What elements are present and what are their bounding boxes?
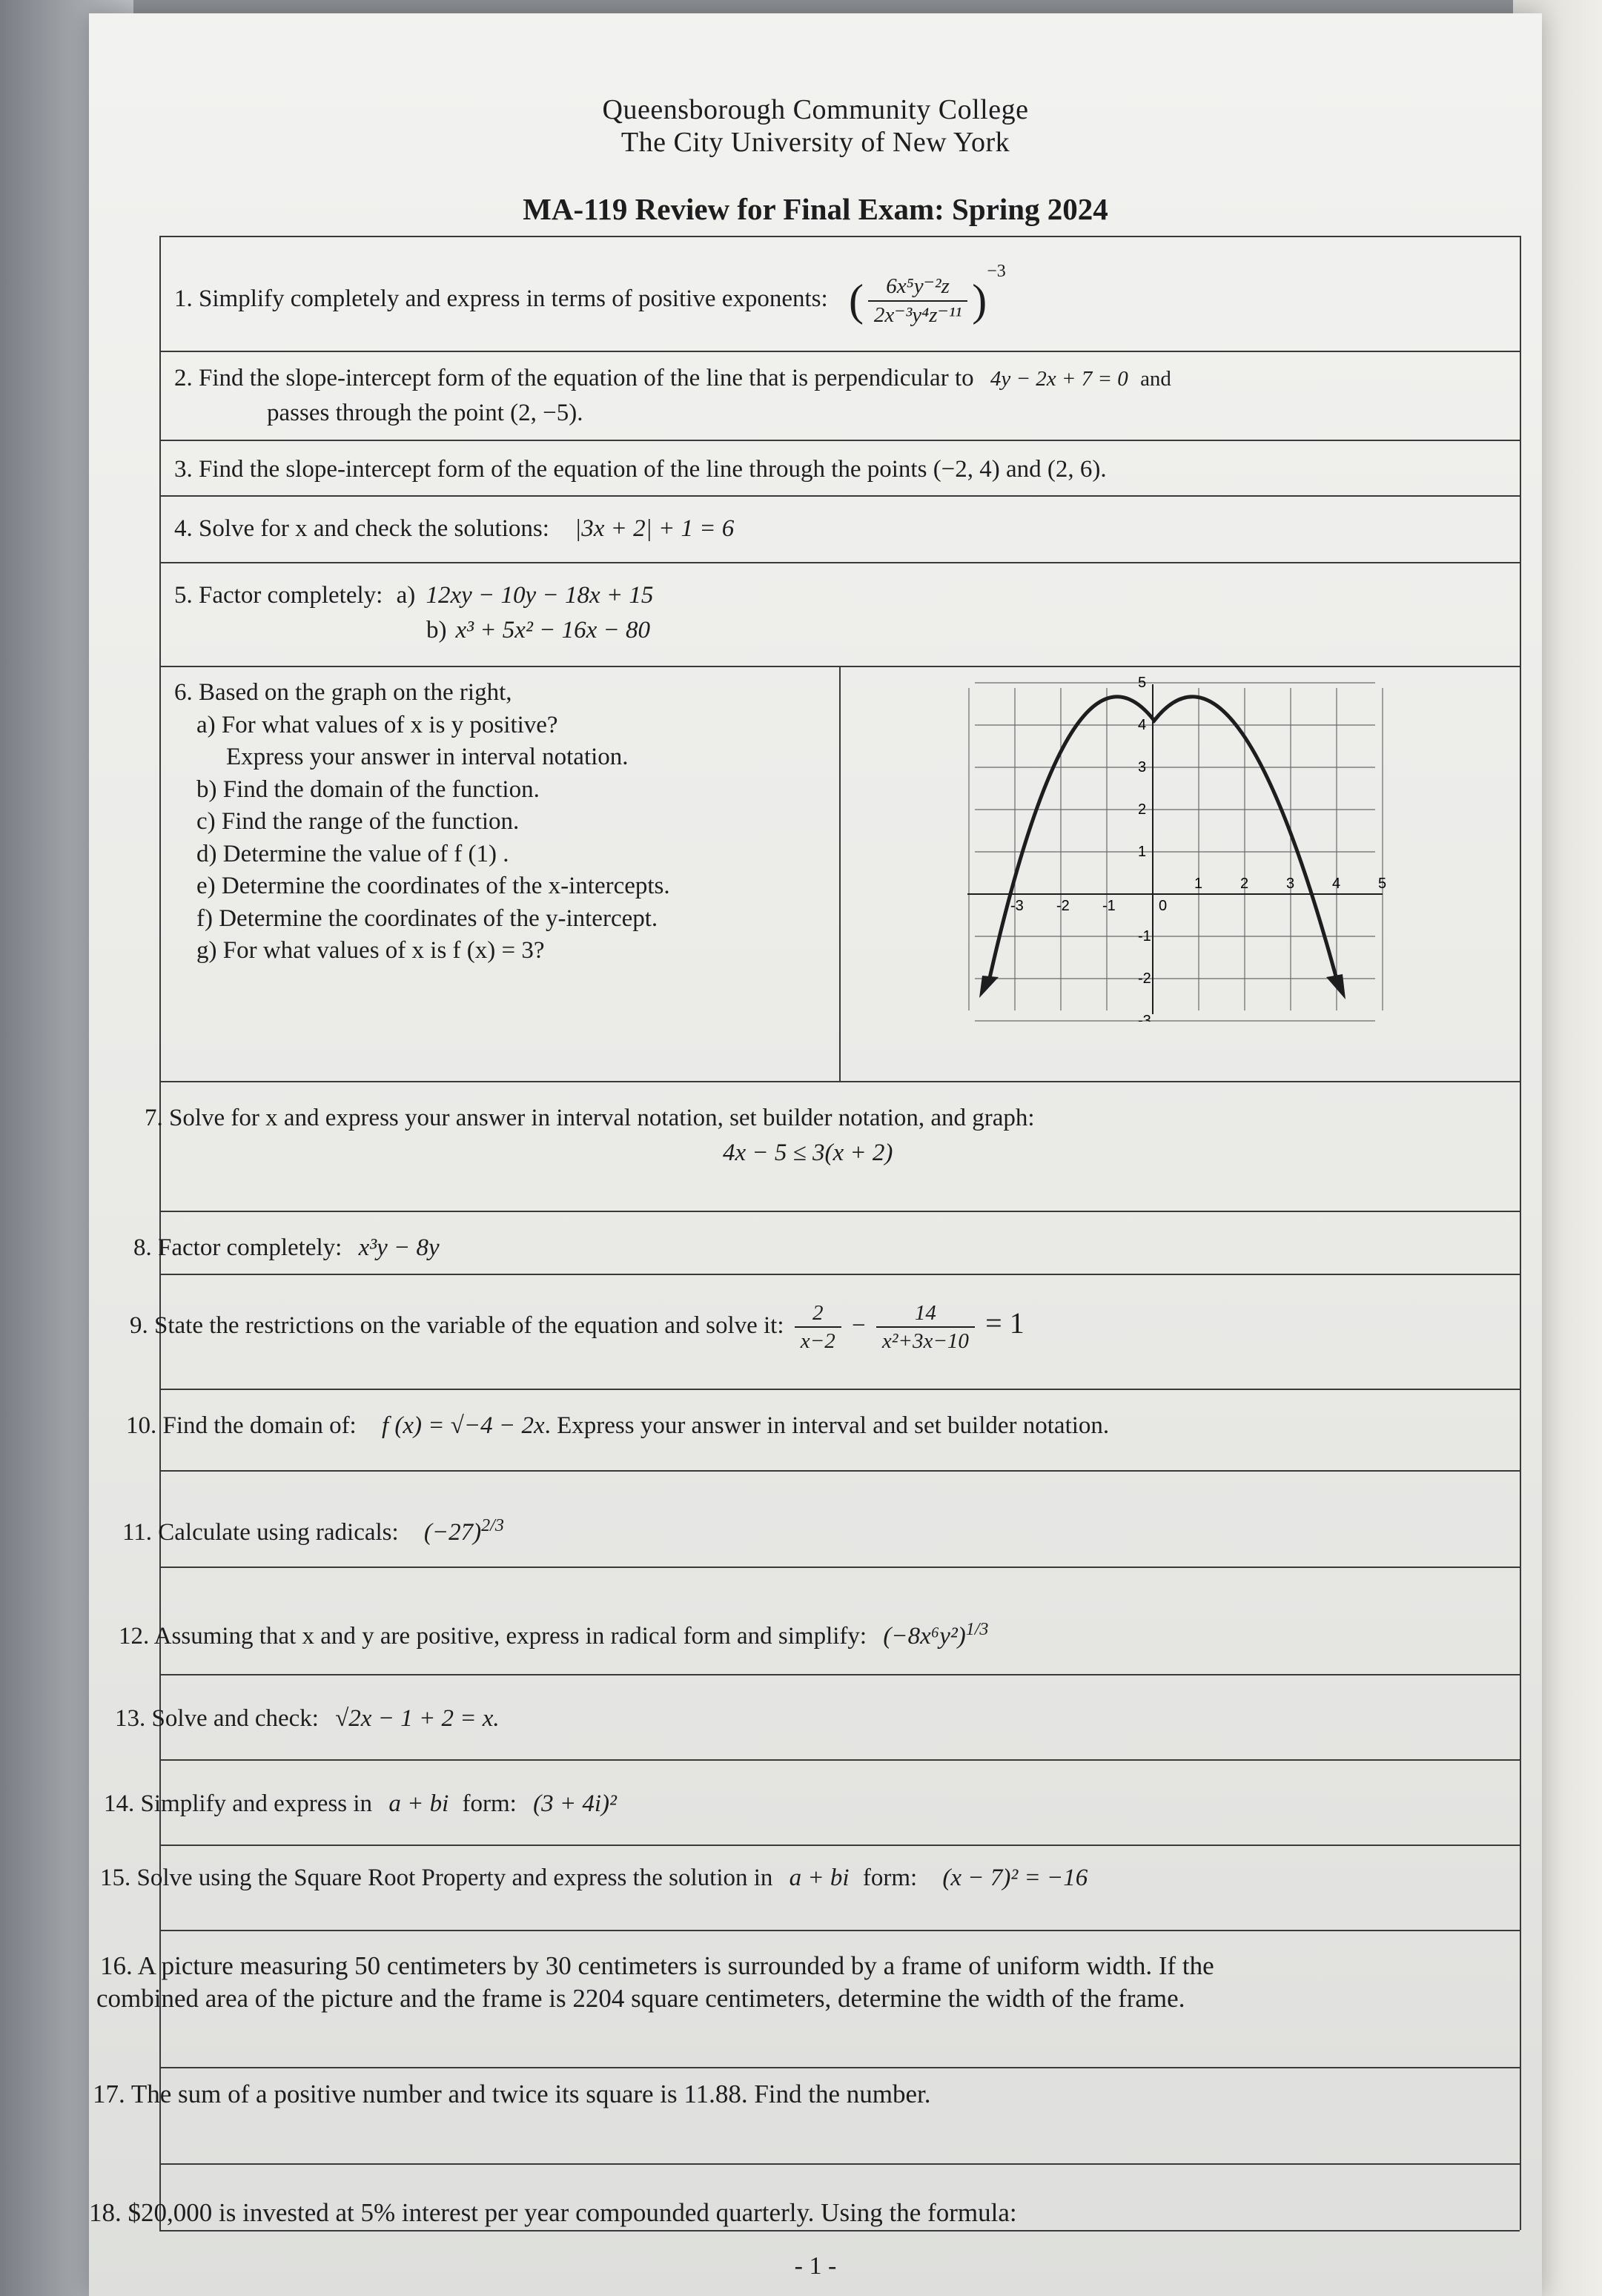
question-2 xyxy=(174,363,1171,429)
row-divider xyxy=(159,495,1520,497)
question-16-line1: 16. A picture measuring 50 centimeters by 30 centimeters is surrounded by a frame of uniform width. If the xyxy=(100,1951,1214,1980)
question-9 xyxy=(130,1300,1025,1355)
question-15-equation: (x − 7)² = −16 xyxy=(942,1865,1088,1891)
page-number: - 1 - xyxy=(794,2252,837,2280)
question-4-equation: |3x + 2| + 1 = 6 xyxy=(575,515,735,542)
row-divider xyxy=(159,1081,1520,1082)
question-10-text: 10. Find the domain of: xyxy=(126,1412,357,1439)
question-3 xyxy=(174,454,1107,485)
question-11-exponent: 2/3 xyxy=(481,1516,504,1535)
question-5-text: 5. Factor completely: xyxy=(174,582,383,609)
question-6e: e) Determine the coordinates of the x-intercepts. xyxy=(196,873,670,900)
question-15-form: a + bi xyxy=(789,1865,850,1891)
university-name: The City University of New York xyxy=(620,127,1010,158)
x-tick-label: 1 xyxy=(1194,876,1203,892)
question-10-function: f (x) = √−4 − 2x xyxy=(381,1412,545,1439)
question-3-text: 3. Find the slope-intercept form of the equation of the line through the points (−2, 4) and (2, 6). xyxy=(174,456,1107,483)
question-1-denominator: 2x⁻³y⁴z⁻¹¹ xyxy=(873,302,962,327)
row-divider xyxy=(159,1566,1520,1568)
question-9-fraction-2 xyxy=(876,1300,975,1355)
question-8-text: 8. Factor completely: xyxy=(133,1234,342,1261)
question-17 xyxy=(93,2078,931,2111)
question-10-tail: . Express your answer in interval and set builder notation. xyxy=(544,1412,1110,1439)
y-tick-label: 5 xyxy=(1138,675,1147,691)
x-tick-label: 4 xyxy=(1332,876,1341,892)
question-1-numerator: 6x⁵y⁻²z xyxy=(868,273,967,301)
x-tick-label: -3 xyxy=(1010,898,1024,914)
row-divider xyxy=(159,2163,1520,2165)
x-tick-label: 5 xyxy=(1378,876,1387,892)
question-6-intro: 6. Based on the graph on the right, xyxy=(174,679,512,706)
question-12-expression: (−8x⁶y²) xyxy=(883,1623,966,1650)
row-divider xyxy=(159,562,1520,563)
y-tick-label: -2 xyxy=(1138,970,1151,987)
question-1-exponent: −3 xyxy=(987,262,1006,282)
row-divider xyxy=(159,351,1520,352)
row-divider xyxy=(159,440,1520,441)
y-tick-label: -1 xyxy=(1138,928,1151,944)
question-6f: f) Determine the coordinates of the y-intercept. xyxy=(196,904,658,932)
question-17-text: 17. The sum of a positive number and twice its square is 11.88. Find the number. xyxy=(93,2080,931,2108)
row-divider xyxy=(159,666,1520,667)
question-2-equation: 4y − 2x + 7 = 0 xyxy=(990,367,1128,391)
question-5b-label: b) xyxy=(426,617,447,644)
y-tick-label: 1 xyxy=(1138,844,1147,860)
row-divider xyxy=(159,1674,1520,1675)
question-11 xyxy=(122,1515,504,1548)
question-9-minus: − xyxy=(851,1311,866,1339)
question-16-line2: combined area of the picture and the frame is 2204 square centimeters, determine the width of the frame. xyxy=(96,1983,1185,2013)
exam-title: MA-119 Review for Final Exam: Spring 2024 xyxy=(523,192,1108,226)
row-divider xyxy=(159,1389,1520,1390)
question-9-rhs: = 1 xyxy=(985,1306,1025,1340)
question-10 xyxy=(126,1411,1109,1441)
row-divider xyxy=(159,2230,1520,2232)
question-6d: d) Determine the value of f (1) . xyxy=(196,840,509,867)
college-name: Queensborough Community College xyxy=(602,94,1029,125)
question-5a-expression: 12xy − 10y − 18x + 15 xyxy=(426,582,654,609)
question-9-fraction-1-numerator: 2 xyxy=(795,1300,841,1328)
question-7 xyxy=(145,1103,1035,1169)
row-divider xyxy=(159,1930,1520,1931)
question-13 xyxy=(115,1704,500,1734)
question-2-and: and xyxy=(1140,367,1171,391)
question-8-expression: x³y − 8y xyxy=(358,1234,440,1261)
y-tick-label: 4 xyxy=(1138,717,1147,733)
question-14-form: a + bi xyxy=(388,1790,449,1817)
question-18-text: 18. $20,000 is invested at 5% interest per year compounded quarterly. Using the formula: xyxy=(89,2198,1017,2227)
question-12-text: 12. Assuming that x and y are positive, express in radical form and simplify: xyxy=(119,1623,867,1650)
question-7-text: 7. Solve for x and express your answer in interval notation, set builder notation, and graph: xyxy=(145,1105,1035,1131)
row-divider xyxy=(159,1211,1520,1212)
question-11-expression: (−27) xyxy=(423,1519,482,1546)
question-15-form-label: form: xyxy=(862,1865,918,1891)
question-16 xyxy=(96,1950,1214,2015)
paren-close: ) xyxy=(972,276,987,325)
question-9-text: 9. State the restrictions on the variable of the equation and solve it: xyxy=(130,1311,784,1339)
question-6 xyxy=(174,677,670,967)
question-11-text: 11. Calculate using radicals: xyxy=(122,1519,399,1546)
question-6b: b) Find the domain of the function. xyxy=(196,775,540,803)
parabola-curve xyxy=(988,697,1341,985)
table-right-border xyxy=(1520,236,1521,2230)
question-1 xyxy=(174,262,1006,328)
left-arrowhead xyxy=(979,976,999,998)
graph-grid xyxy=(969,683,1383,1021)
question-13-text: 13. Solve and check: xyxy=(115,1705,319,1732)
question-14-expression: (3 + 4i)² xyxy=(533,1790,617,1817)
y-tick-labels xyxy=(1138,675,1151,1022)
q6-graph-divider xyxy=(839,666,841,1081)
y-tick-label: 3 xyxy=(1138,759,1147,775)
row-divider xyxy=(159,2067,1520,2068)
question-9-fraction-2-denominator: x²+3x−10 xyxy=(881,1329,969,1354)
y-tick-label: -3 xyxy=(1138,1013,1151,1022)
question-14-form-label: form: xyxy=(462,1790,517,1817)
right-arrowhead xyxy=(1326,974,1346,999)
question-6c: c) Find the range of the function. xyxy=(196,808,520,836)
row-divider xyxy=(159,1274,1520,1275)
question-9-fraction-1 xyxy=(795,1300,841,1355)
question-2-line2: passes through the point (2, −5). xyxy=(267,400,583,427)
question-1-text: 1. Simplify completely and express in terms of positive exponents: xyxy=(174,285,828,313)
parabola-graph-svg xyxy=(960,673,1390,1022)
question-18 xyxy=(89,2197,1017,2229)
question-9-fraction-2-numerator: 14 xyxy=(876,1300,975,1328)
question-6a: a) For what values of x is y positive? xyxy=(196,711,558,738)
question-6a-continuation: Express your answer in interval notation. xyxy=(226,744,629,771)
question-4-text: 4. Solve for x and check the solutions: xyxy=(174,515,549,542)
paren-open: ( xyxy=(848,276,864,325)
row-divider xyxy=(159,1845,1520,1846)
question-2-line1: 2. Find the slope-intercept form of the equation of the line that is perpendicular to xyxy=(174,365,974,391)
question-5a-label: a) xyxy=(396,582,416,609)
question-6g: g) For what values of x is f (x) = 3? xyxy=(196,937,545,965)
question-13-equation: √2x − 1 + 2 = x. xyxy=(335,1705,500,1732)
question-9-fraction-1-denominator: x−2 xyxy=(800,1329,835,1354)
question-5b-expression: x³ + 5x² − 16x − 80 xyxy=(455,617,651,644)
question-8 xyxy=(133,1233,440,1263)
question-5 xyxy=(174,580,653,646)
row-divider xyxy=(159,236,1520,237)
question-14-text: 14. Simplify and express in xyxy=(104,1790,373,1817)
x-tick-label: 2 xyxy=(1240,876,1249,892)
question-15 xyxy=(100,1863,1088,1893)
question-4 xyxy=(174,514,734,544)
question-6-graph xyxy=(960,673,1390,1022)
x-tick-label: -2 xyxy=(1056,898,1070,914)
question-1-fraction xyxy=(868,273,967,328)
x-tick-label: -1 xyxy=(1102,898,1116,914)
exam-paper xyxy=(89,13,1542,2296)
x-tick-label: 3 xyxy=(1286,876,1295,892)
x-tick-label: 0 xyxy=(1159,898,1168,914)
question-14 xyxy=(104,1789,617,1819)
row-divider xyxy=(159,1470,1520,1472)
question-12 xyxy=(119,1618,988,1652)
question-15-text: 15. Solve using the Square Root Property and express the solution in xyxy=(100,1865,773,1891)
question-12-exponent: 1/3 xyxy=(965,1620,989,1639)
row-divider xyxy=(159,1759,1520,1761)
question-7-inequality: 4x − 5 ≤ 3(x + 2) xyxy=(723,1139,893,1167)
y-tick-label: 2 xyxy=(1138,801,1147,818)
